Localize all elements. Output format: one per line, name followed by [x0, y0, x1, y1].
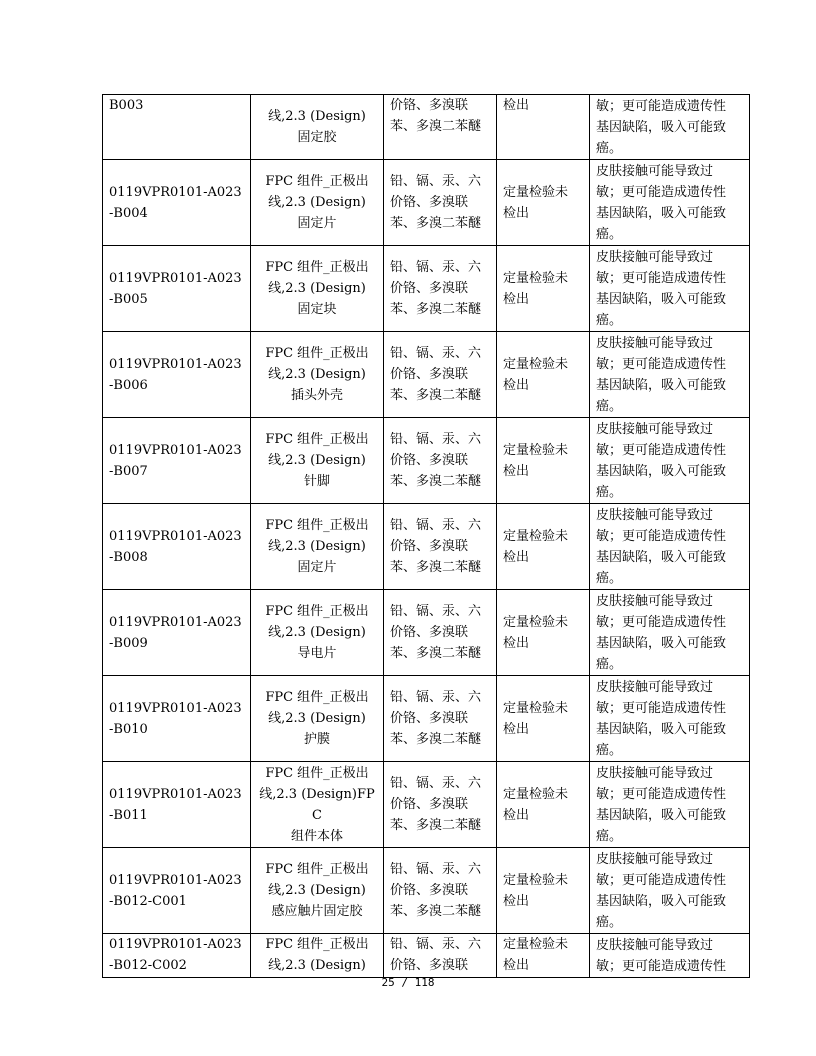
cell-hazard: 皮肤接触可能导致过 敏；更可能造成遗传性 基因缺陷，吸入可能致 癌。 [590, 504, 750, 590]
cell-part-number: B003 [103, 95, 251, 160]
cell-hazard: 皮肤接触可能导致过 敏；更可能造成遗传性 基因缺陷，吸入可能致 癌。 [590, 332, 750, 418]
cell-hazard: 皮肤接触可能导致过 敏；更可能造成遗传性 [590, 934, 750, 978]
cell-substances: 铅、镉、汞、六 价铬、多溴联 苯、多溴二苯醚 [384, 848, 497, 934]
cell-substances: 铅、镉、汞、六 价铬、多溴联 苯、多溴二苯醚 [384, 762, 497, 848]
table-row [103, 848, 750, 934]
cell-part-number: 0119VPR0101-A023-B012-C001 [103, 848, 251, 934]
table-row [103, 246, 750, 332]
cell-part-number: 0119VPR0101-A023-B005 [103, 246, 251, 332]
cell-hazard: 皮肤接触可能导致过 敏；更可能造成遗传性 基因缺陷，吸入可能致 癌。 [590, 676, 750, 762]
cell-hazard: 皮肤接触可能导致过 敏；更可能造成遗传性 基因缺陷，吸入可能致 癌。 [590, 160, 750, 246]
table-row [103, 418, 750, 504]
cell-test-result: 定量检验未 检出 [497, 332, 590, 418]
cell-part-number: 0119VPR0101-A023-B010 [103, 676, 251, 762]
cell-substances: 铅、镉、汞、六 价铬、多溴联 苯、多溴二苯醚 [384, 418, 497, 504]
cell-substances: 铅、镉、汞、六 价铬、多溴联 苯、多溴二苯醚 [384, 504, 497, 590]
cell-test-result: 定量检验未 检出 [497, 590, 590, 676]
cell-test-result: 定量检验未 检出 [497, 160, 590, 246]
table-row [103, 160, 750, 246]
cell-part-description: FPC 组件_正极出 线,2.3 (Design) 导电片 [251, 590, 384, 676]
table-row [103, 95, 750, 160]
cell-hazard: 皮肤接触可能导致过 敏；更可能造成遗传性 基因缺陷，吸入可能致 癌。 [590, 848, 750, 934]
cell-hazard: 皮肤接触可能导致过 敏；更可能造成遗传性 基因缺陷，吸入可能致 癌。 [590, 762, 750, 848]
cell-substances: 铅、镉、汞、六 价铬、多溴联 苯、多溴二苯醚 [384, 676, 497, 762]
cell-part-description: FPC 组件_正极出 线,2.3 (Design) 固定块 [251, 246, 384, 332]
cell-part-number: 0119VPR0101-A023-B009 [103, 590, 251, 676]
cell-part-description: FPC 组件_正极出 线,2.3 (Design) 插头外壳 [251, 332, 384, 418]
cell-test-result: 定量检验未 检出 [497, 762, 590, 848]
cell-part-description: FPC 组件_正极出 线,2.3 (Design) 固定片 [251, 504, 384, 590]
table-row [103, 332, 750, 418]
cell-part-description: FPC 组件_正极出 线,2.3 (Design) [251, 934, 384, 978]
cell-part-number: 0119VPR0101-A023-B007 [103, 418, 251, 504]
cell-test-result: 定量检验未 检出 [497, 246, 590, 332]
cell-part-number: 0119VPR0101-A023-B006 [103, 332, 251, 418]
cell-part-number: 0119VPR0101-A023-B011 [103, 762, 251, 848]
cell-substances: 铅、镉、汞、六 价铬、多溴联 [384, 934, 497, 978]
table-row [103, 590, 750, 676]
cell-test-result: 定量检验未 检出 [497, 676, 590, 762]
table-row [103, 762, 750, 848]
cell-part-number: 0119VPR0101-A023-B004 [103, 160, 251, 246]
table-row [103, 934, 750, 978]
cell-test-result: 检出 [497, 95, 590, 160]
cell-hazard: 敏；更可能造成遗传性 基因缺陷，吸入可能致 癌。 [590, 95, 750, 160]
cell-substances: 价铬、多溴联 苯、多溴二苯醚 [384, 95, 497, 160]
cell-test-result: 定量检验未 检出 [497, 848, 590, 934]
cell-part-number: 0119VPR0101-A023-B008 [103, 504, 251, 590]
table-row [103, 676, 750, 762]
cell-substances: 铅、镉、汞、六 价铬、多溴联 苯、多溴二苯醚 [384, 332, 497, 418]
cell-hazard: 皮肤接触可能导致过 敏；更可能造成遗传性 基因缺陷，吸入可能致 癌。 [590, 418, 750, 504]
cell-hazard: 皮肤接触可能导致过 敏；更可能造成遗传性 基因缺陷，吸入可能致 癌。 [590, 246, 750, 332]
cell-part-description: FPC 组件_正极出 线,2.3 (Design) 感应触片固定胶 [251, 848, 384, 934]
cell-part-number: 0119VPR0101-A023-B012-C002 [103, 934, 251, 978]
cell-part-description: FPC 组件_正极出 线,2.3 (Design) 护膜 [251, 676, 384, 762]
cell-part-description: 线,2.3 (Design) 固定胶 [251, 95, 384, 160]
page-number: 25 / 118 [381, 976, 435, 989]
cell-part-description: FPC 组件_正极出 线,2.3 (Design) 固定片 [251, 160, 384, 246]
table-row [103, 504, 750, 590]
cell-hazard: 皮肤接触可能导致过 敏；更可能造成遗传性 基因缺陷，吸入可能致 癌。 [590, 590, 750, 676]
cell-substances: 铅、镉、汞、六 价铬、多溴联 苯、多溴二苯醚 [384, 160, 497, 246]
table-body [103, 95, 750, 978]
cell-part-description: FPC 组件_正极出 线,2.3 (Design) 针脚 [251, 418, 384, 504]
substance-table [102, 94, 750, 978]
cell-substances: 铅、镉、汞、六 价铬、多溴联 苯、多溴二苯醚 [384, 590, 497, 676]
cell-test-result: 定量检验未 检出 [497, 934, 590, 978]
cell-test-result: 定量检验未 检出 [497, 418, 590, 504]
cell-test-result: 定量检验未 检出 [497, 504, 590, 590]
cell-substances: 铅、镉、汞、六 价铬、多溴联 苯、多溴二苯醚 [384, 246, 497, 332]
cell-part-description: FPC 组件_正极出 线,2.3 (Design)FPC 组件本体 [251, 762, 384, 848]
